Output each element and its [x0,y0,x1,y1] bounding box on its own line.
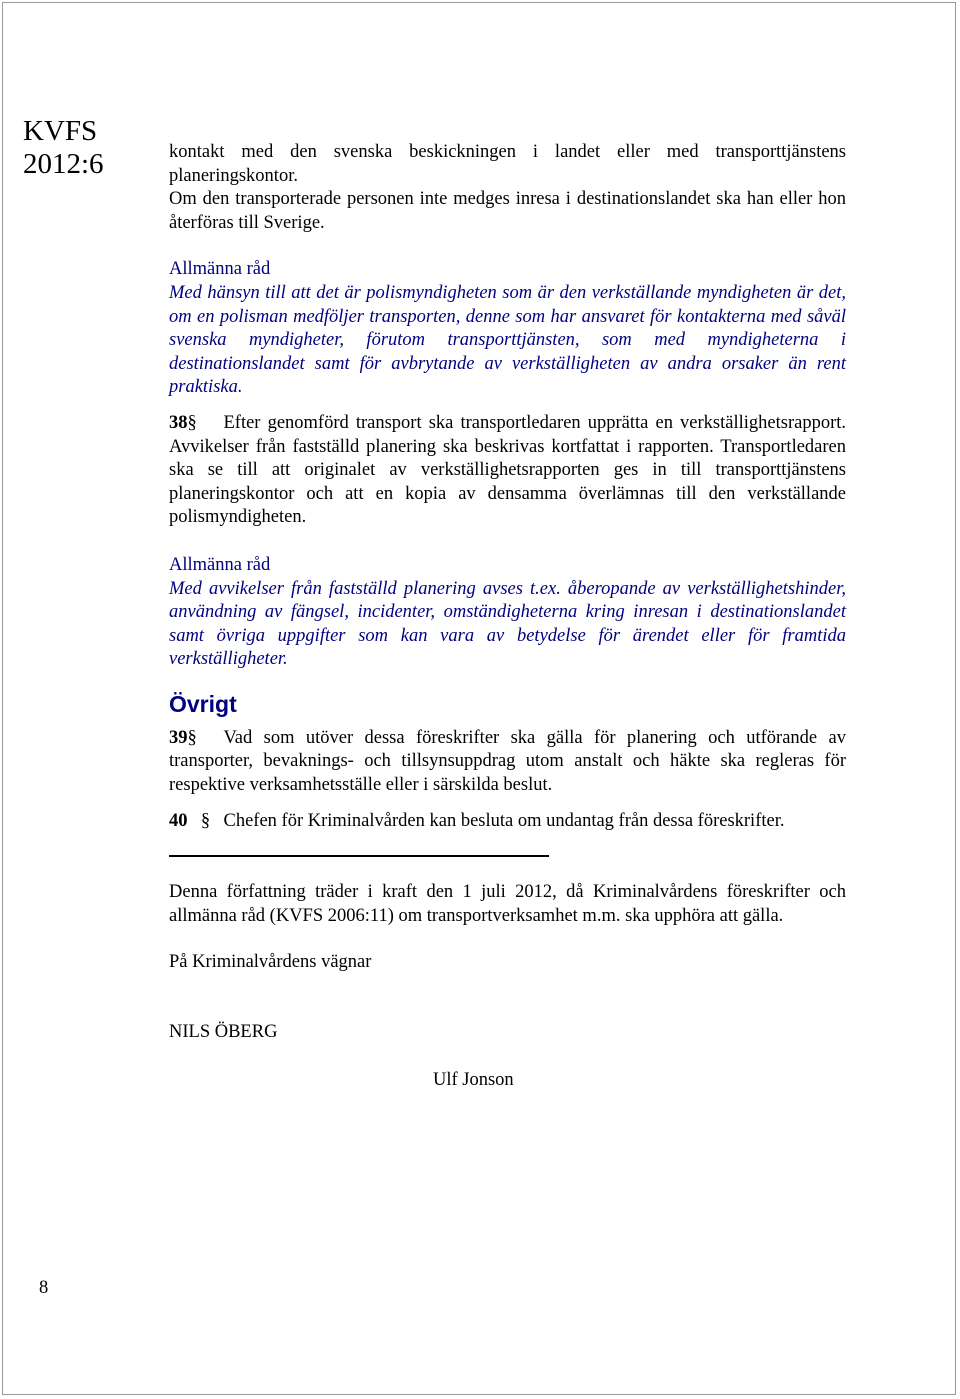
section-38-symbol: § [187,412,197,433]
intro-paragraph-2: Om den transporterade personen inte medges inresa i destinationslandet ska han eller hon återföras till Sverige. [169,189,846,233]
page-number: 8 [39,1278,49,1298]
section-40-number: 40 [169,810,188,831]
rapporteur-name: Ulf Jonson [433,1069,514,1090]
section-38-number: 38 [169,412,188,433]
advice-text-1: Med hänsyn till att det är polismyndigheten som är den verkställande myndigheten är det, om en polisman medföljer transporten, denne som har ansvaret för kontakterna med såväl svenska myndigheter, förutom transporttjänsten, som med myndigheterna i destinationslandet samt för avbrytande av verkställigheten av andra orsaker än rent praktiska. [169,282,846,398]
section-38-text: Efter genomförd transport ska transportledaren upprätta en verkställighetsrapport. Avvikelser från fastställd planering ska beskrivas kortfattat i rapporten. Transportledaren ska se till att originalet av verkställighetsrapporten ges in till transporttjänstens planeringskontor och att en kopia av densamma överlämnas till den verkställande polismyndigheten. [169,412,846,528]
section-40 [169,810,846,834]
ovrigt-heading: Övrigt [169,690,237,717]
effective-date-paragraph: Denna författning träder i kraft den 1 juli 2012, då Kriminalvårdens föreskrifter och allmänna råd (KVFS 2006:11) om transportverksamhet m.m. ska upphöra att gälla. [169,882,846,926]
on-behalf-line: På Kriminalvårdens vägnar [169,952,372,973]
main-content [169,141,846,1092]
intro-paragraph-1: kontakt med den svenska beskickningen i landet eller med transporttjänstens planeringskontor. [169,142,846,186]
signatory-name: NILS ÖBERG [169,1022,278,1043]
kvfs-number: 2012:6 [23,148,104,180]
section-40-text: Chefen för Kriminalvården kan besluta om undantag från dessa föreskrifter. [223,810,785,831]
section-39 [169,727,846,798]
kvfs-identifier [23,115,104,181]
document-page [2,2,956,1395]
section-40-symbol: § [200,810,211,831]
advice-heading-1: Allmänna råd [169,259,271,280]
section-39-text: Vad som utöver dessa föreskrifter ska gälla för planering och utförande av transporter, bevaknings- och tillsynsuppdrag utom anstalt och häkte ska regleras för respektive verksamhetsställe eller i särskilda beslut. [169,727,846,796]
advice-text-2: Med avvikelser från fastställd planering avses t.ex. åberopande av verkställighetshinder, användning av fängsel, incidenter, omständigheterna kring inresan i destinationslandet samt övriga uppgifter som kan vara av betydelse för ärendet eller för framtida verkställigheter. [169,578,846,670]
section-39-symbol: § [187,727,197,748]
kvfs-series: KVFS [23,115,98,147]
section-38 [169,412,846,530]
advice-heading-2: Allmänna råd [169,554,271,575]
section-39-number: 39 [169,727,188,748]
